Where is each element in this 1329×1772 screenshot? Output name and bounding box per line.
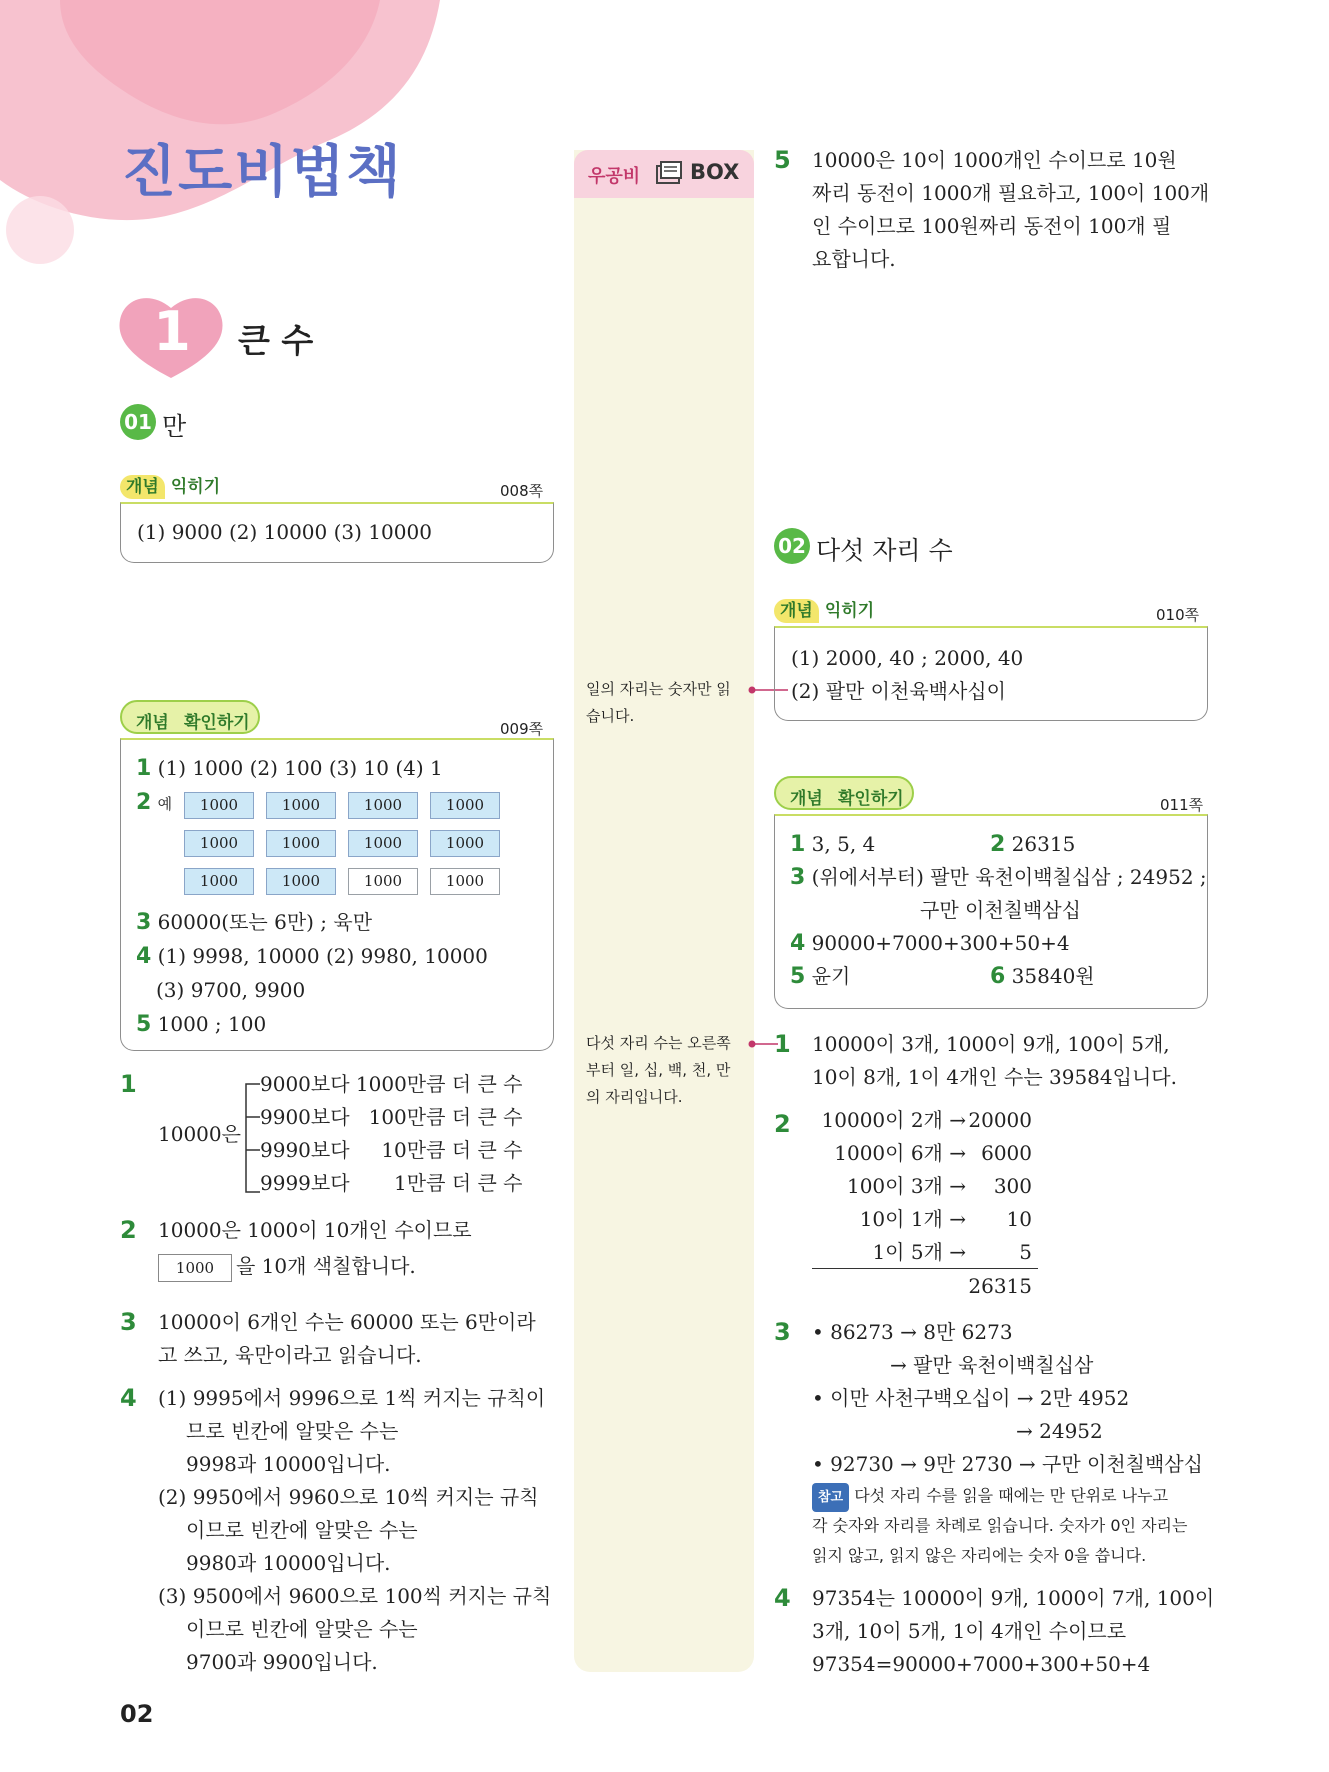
grid-cell: 1000 <box>266 830 336 857</box>
sum-row-label: 1이 5개 → <box>872 1240 966 1264</box>
solution-4-line: (1) 9995에서 9996으로 1씩 커지는 규칙이 <box>158 1386 546 1410</box>
solution-1-line: 9990보다 10만큼 더 큰 수 <box>260 1138 523 1162</box>
solution-5-number: 5 <box>774 146 791 174</box>
sum-line <box>812 1268 1038 1269</box>
chapter-number: 1 <box>153 300 191 363</box>
check-answer-3: 3 60000(또는 6만) ; 육만 <box>136 910 373 935</box>
box-brand: 우공비 <box>588 166 641 187</box>
solution-2-box: 1000 <box>158 1254 232 1282</box>
tip-note-2-line: 부터 일, 십, 백, 천, 만 <box>586 1061 731 1079</box>
solution-4-line: 9700과 9900입니다. <box>186 1650 378 1674</box>
check2-answer-5: 5 윤기 <box>790 964 851 989</box>
solution-4-line: (2) 9950에서 9960으로 10씩 커지는 규칙 <box>158 1485 539 1509</box>
grid-cell: 1000 <box>430 868 500 895</box>
solution-1-line: 9900보다 100만큼 더 큰 수 <box>260 1105 523 1129</box>
sum-row-value: 300 <box>993 1174 1032 1198</box>
sum-row-label: 1000이 6개 → <box>834 1141 966 1165</box>
folder-icon <box>654 158 684 188</box>
solution-4-line: 9998과 10000입니다. <box>186 1452 391 1476</box>
r-solution-2-number: 2 <box>774 1110 791 1138</box>
solution-1-line: 9999보다 1만큼 더 큰 수 <box>260 1171 523 1195</box>
reference-note-line: 각 숫자와 자리를 차례로 읽습니다. 숫자가 0인 자리는 <box>812 1516 1188 1535</box>
check2-answer-2: 2 26315 <box>990 832 1076 857</box>
page-title: 진도비법책 <box>122 140 403 205</box>
grid-cell: 1000 <box>266 868 336 895</box>
r-solution-1-line: 10000이 3개, 1000이 9개, 100이 5개, <box>812 1032 1170 1056</box>
solution-4-line: 이므로 빈칸에 알맞은 수는 <box>186 1617 418 1641</box>
grid-cell: 1000 <box>430 792 500 819</box>
tip-note-2-line: 다섯 자리 수는 오른쪽 <box>586 1034 731 1052</box>
grid-cell: 1000 <box>184 830 254 857</box>
sum-row-label: 10000이 2개 → <box>821 1108 966 1132</box>
r-solution-3-line: → 24952 <box>1016 1419 1103 1443</box>
chapter-title: 큰 수 <box>238 321 314 360</box>
check2-answer-3b: 구만 이천칠백삼십 <box>920 898 1081 922</box>
reference-note-line: 읽지 않고, 읽지 않은 자리에는 숫자 0을 씁니다. <box>812 1546 1147 1565</box>
r-solution-3-line: • 86273 → 8만 6273 <box>812 1320 1013 1344</box>
grid-cell: 1000 <box>184 868 254 895</box>
r-solution-4-line: 97354는 10000이 9개, 1000이 7개, 100이 <box>812 1586 1215 1610</box>
page-ref-011: 011쪽 <box>1160 796 1204 814</box>
check-answer-2-label: 2 예 <box>136 790 173 815</box>
solution-2-line1: 10000은 1000이 10개인 수이므로 <box>158 1218 472 1242</box>
concept-tag: 개념 <box>120 475 165 499</box>
r-solution-1-line: 10이 8개, 1이 4개인 수는 39584입니다. <box>812 1065 1177 1089</box>
section-title-02: 다섯 자리 수 <box>816 536 953 565</box>
solution-4-line: 므로 빈칸에 알맞은 수는 <box>186 1419 399 1443</box>
tip-note-1-line: 일의 자리는 숫자만 읽 <box>586 680 731 698</box>
grid-cell: 1000 <box>348 868 418 895</box>
r-solution-3-number: 3 <box>774 1318 791 1346</box>
solution-5-line: 짜리 동전이 1000개 필요하고, 100이 100개 <box>812 181 1210 205</box>
sum-row-label: 100이 3개 → <box>846 1174 966 1198</box>
sum-row-value: 6000 <box>981 1141 1032 1165</box>
check-answer-1: 1 (1) 1000 (2) 100 (3) 10 (4) 1 <box>136 756 443 781</box>
r-solution-4-number: 4 <box>774 1584 791 1612</box>
answer-008: (1) 9000 (2) 10000 (3) 10000 <box>137 520 432 544</box>
sum-row-value: 20000 <box>968 1108 1032 1132</box>
solution-2-line2: 을 10개 색칠합니다. <box>236 1254 416 1278</box>
section-number-02: 02 <box>774 528 810 564</box>
tip-note-1-line: 습니다. <box>586 707 635 725</box>
check2-answer-4: 4 90000+7000+300+50+4 <box>790 931 1070 956</box>
tip-note-2-line: 의 자리입니다. <box>586 1088 683 1106</box>
solution-4-number: 4 <box>120 1384 137 1412</box>
r-solution-1-number: 1 <box>774 1030 791 1058</box>
r-solution-4-line: 3개, 10이 5개, 1이 4개인 수이므로 <box>812 1619 1127 1643</box>
grid-cell: 1000 <box>348 830 418 857</box>
page-ref-010: 010쪽 <box>1156 606 1200 624</box>
section-title-01: 만 <box>162 412 187 441</box>
concept-practice-tag-2: 개념 익히기 <box>774 596 874 621</box>
grid-cell: 1000 <box>184 792 254 819</box>
sum-row-label: 10이 1개 → <box>859 1207 966 1231</box>
grid-cell: 1000 <box>348 792 418 819</box>
grid-cell: 1000 <box>266 792 336 819</box>
solution-3-line2: 고 쓰고, 육만이라고 읽습니다. <box>158 1343 422 1367</box>
solution-4-line: 이므로 빈칸에 알맞은 수는 <box>186 1518 418 1542</box>
reference-tag: 참고 <box>812 1483 849 1512</box>
sum-row-value: 10 <box>1006 1207 1032 1231</box>
check-answer-5: 5 1000 ; 100 <box>136 1012 267 1037</box>
solution-5-line: 요합니다. <box>812 247 896 271</box>
box-label: BOX <box>690 160 740 184</box>
solution-1-line: 9000보다 1000만큼 더 큰 수 <box>260 1072 523 1096</box>
section-number-01: 01 <box>120 404 156 440</box>
solution-3-line1: 10000이 6개인 수는 60000 또는 6만이라 <box>158 1310 536 1334</box>
check2-answer-3: 3 (위에서부터) 팔만 육천이백칠십삼 ; 24952 ; <box>790 865 1207 890</box>
tip-column-header <box>574 150 754 198</box>
answer-box-010 <box>774 626 1208 721</box>
answer-box-008 <box>120 502 554 563</box>
tip-column <box>574 150 754 1672</box>
r-solution-3-line: • 92730 → 9만 2730 → 구만 이천칠백삼십 <box>812 1452 1203 1476</box>
solution-1-root: 10000은 <box>158 1122 241 1146</box>
solution-5-line: 인 수이므로 100원짜리 동전이 100개 필 <box>812 214 1172 238</box>
r-solution-3-line: • 이만 사천구백오십이 → 2만 4952 <box>812 1386 1130 1410</box>
check2-answer-6: 6 35840원 <box>990 964 1095 989</box>
grid-cell: 1000 <box>430 830 500 857</box>
sum-total: 26315 <box>968 1274 1032 1298</box>
concept-check-tag-2: 개념 확인하기 <box>774 776 914 810</box>
solution-2-number: 2 <box>120 1216 137 1244</box>
answer-010-1: (1) 2000, 40 ; 2000, 40 <box>791 646 1024 670</box>
sum-row-value: 5 <box>1019 1240 1032 1264</box>
solution-5-line: 10000은 10이 1000개인 수이므로 10원 <box>812 148 1177 172</box>
check-answer-4b: (3) 9700, 9900 <box>156 978 306 1002</box>
solution-3-number: 3 <box>120 1308 137 1336</box>
practice-tag: 익히기 <box>170 477 221 497</box>
solution-4-line: (3) 9500에서 9600으로 100씩 커지는 규칙 <box>158 1584 552 1608</box>
r-solution-4-line: 97354=90000+7000+300+50+4 <box>812 1652 1151 1676</box>
check2-answer-1: 1 3, 5, 4 <box>790 832 876 857</box>
check-answer-4: 4 (1) 9998, 10000 (2) 9980, 10000 <box>136 944 488 969</box>
concept-check-tag: 개념 확인하기 <box>120 700 260 734</box>
solution-4-line: 9980과 10000입니다. <box>186 1551 391 1575</box>
concept-practice-tag <box>120 472 220 497</box>
page-ref-009: 009쪽 <box>500 720 544 738</box>
page-number: 02 <box>120 1700 154 1728</box>
bracket-lines <box>240 1080 262 1196</box>
solution-1-number: 1 <box>120 1070 137 1098</box>
r-solution-3-line: → 팔만 육천이백칠십삼 <box>890 1353 1094 1377</box>
answer-010-2: (2) 팔만 이천육백사십이 <box>791 679 1006 703</box>
page-ref-008: 008쪽 <box>500 482 544 500</box>
reference-note-line: 참고 다섯 자리 수를 읽을 때에는 만 단위로 나누고 <box>812 1482 1168 1512</box>
